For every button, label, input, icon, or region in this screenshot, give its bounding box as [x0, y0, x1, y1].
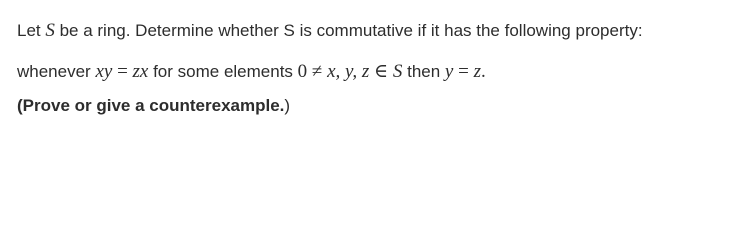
math-equals: =	[112, 61, 133, 82]
instruction-close-paren: )	[284, 96, 291, 115]
text: whenever	[17, 62, 96, 81]
math-xy: xy	[95, 61, 113, 82]
text: for some elements	[148, 62, 298, 81]
problem-statement-line-2	[17, 61, 486, 83]
math-element-of: ∈	[369, 61, 393, 82]
math-equals: =	[453, 61, 474, 82]
problem-instruction	[17, 95, 290, 117]
instruction-bold: (Prove or give a counterexample.	[17, 96, 285, 115]
math-zx: zx	[132, 61, 149, 82]
math-ring-s: S	[392, 61, 403, 82]
problem-statement-line-1	[17, 20, 643, 42]
math-y: y	[444, 61, 454, 82]
math-z: z	[473, 61, 481, 82]
text: Let	[17, 21, 46, 40]
text: be a ring. Determine whether S is commutative if it has the following property:	[54, 21, 643, 40]
math-xyz: x, y, z	[327, 61, 370, 82]
math-period: .	[480, 61, 486, 82]
math-ring-s: S	[45, 20, 55, 41]
text: then	[402, 62, 445, 81]
math-zero-neq: 0 ≠	[297, 61, 328, 82]
